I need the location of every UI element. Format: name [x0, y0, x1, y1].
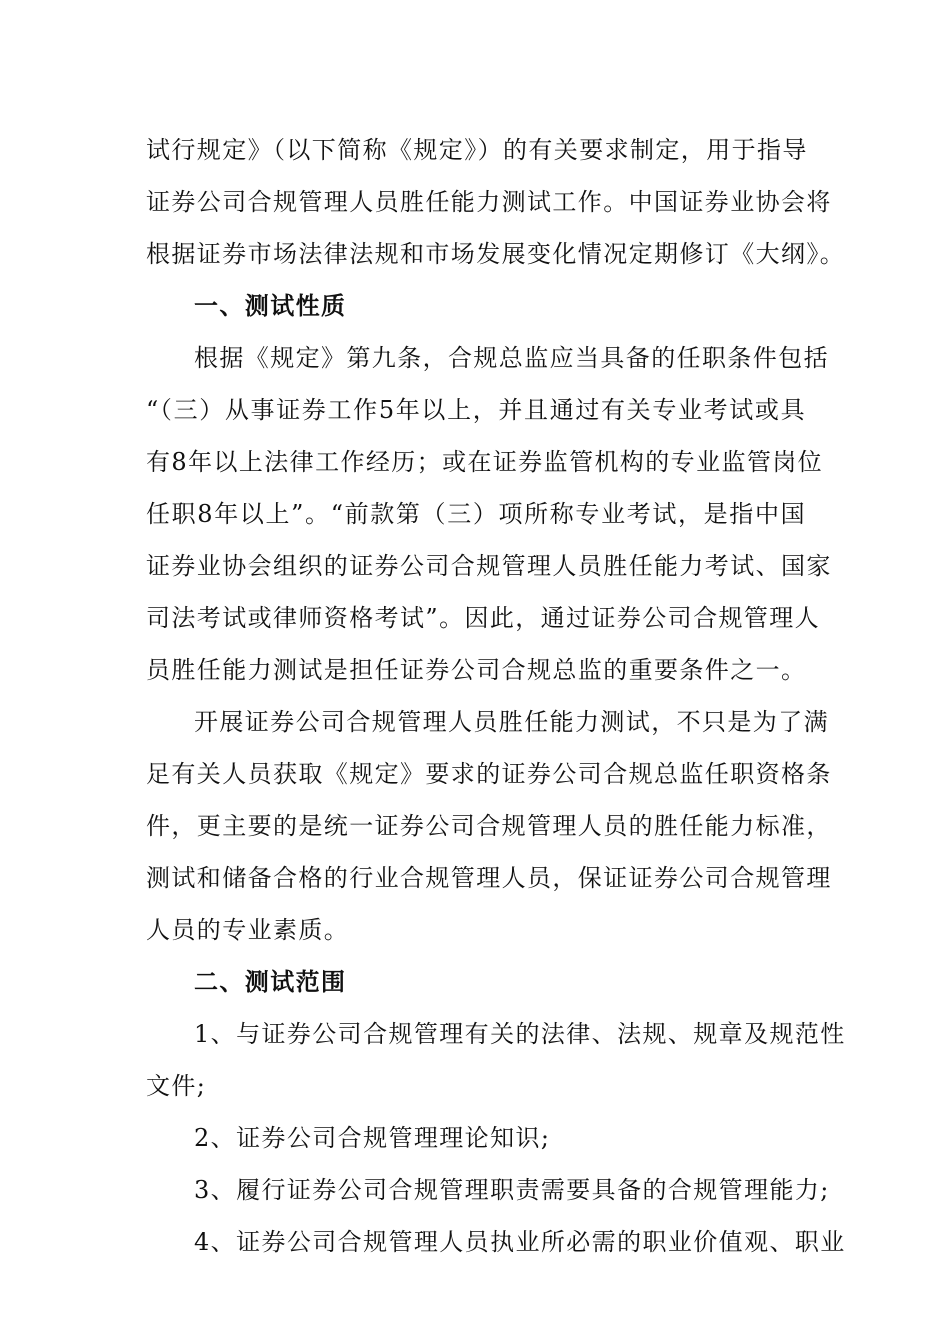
paragraph-line: 有8年以上法律工作经历；或在证券监管机构的专业监管岗位 — [146, 448, 824, 476]
paragraph-line: “（三）从事证券工作5年以上，并且通过有关专业考试或具 — [146, 396, 806, 424]
intro-line: 试行规定》（以下简称《规定》）的有关要求制定，用于指导 — [146, 136, 808, 164]
list-item-line: 文件; — [146, 1072, 207, 1100]
paragraph-line: 证券业协会组织的证券公司合规管理人员胜任能力考试、国家 — [146, 552, 832, 580]
paragraph-line: 司法考试或律师资格考试”。因此，通过证券公司合规管理人 — [146, 604, 821, 632]
list-item-line: 4、证券公司合规管理人员执业所必需的职业价值观、职业 — [194, 1228, 846, 1256]
paragraph-line: 人员的专业素质。 — [146, 916, 350, 944]
list-item-line: 2、证券公司合规管理理论知识; — [194, 1124, 551, 1152]
section-heading-scope: 二、测试范围 — [194, 967, 347, 996]
paragraph-line: 件，更主要的是统一证券公司合规管理人员的胜任能力标准， — [146, 812, 832, 840]
list-item-line: 3、履行证券公司合规管理职责需要具备的合规管理能力; — [194, 1176, 830, 1204]
paragraph-line: 测试和储备合格的行业合规管理人员，保证证券公司合规管理 — [146, 864, 832, 892]
paragraph-line: 根据《规定》第九条，合规总监应当具备的任职条件包括 — [194, 344, 829, 372]
intro-line: 根据证券市场法律法规和市场发展变化情况定期修订《大纲》。 — [146, 240, 846, 268]
paragraph-line: 任职8年以上”。“前款第（三）项所称专业考试，是指中国 — [146, 500, 806, 528]
paragraph-line: 足有关人员获取《规定》要求的证券公司合规总监任职资格条 — [146, 760, 832, 788]
paragraph-line: 员胜任能力测试是担任证券公司合规总监的重要条件之一。 — [146, 656, 807, 684]
section-heading-nature: 一、测试性质 — [194, 291, 347, 320]
intro-line: 证券公司合规管理人员胜任能力测试工作。中国证券业协会将 — [146, 188, 832, 216]
paragraph-line: 开展证券公司合规管理人员胜任能力测试，不只是为了满 — [194, 708, 829, 736]
list-item-line: 1、与证券公司合规管理有关的法律、法规、规章及规范性 — [194, 1020, 846, 1048]
